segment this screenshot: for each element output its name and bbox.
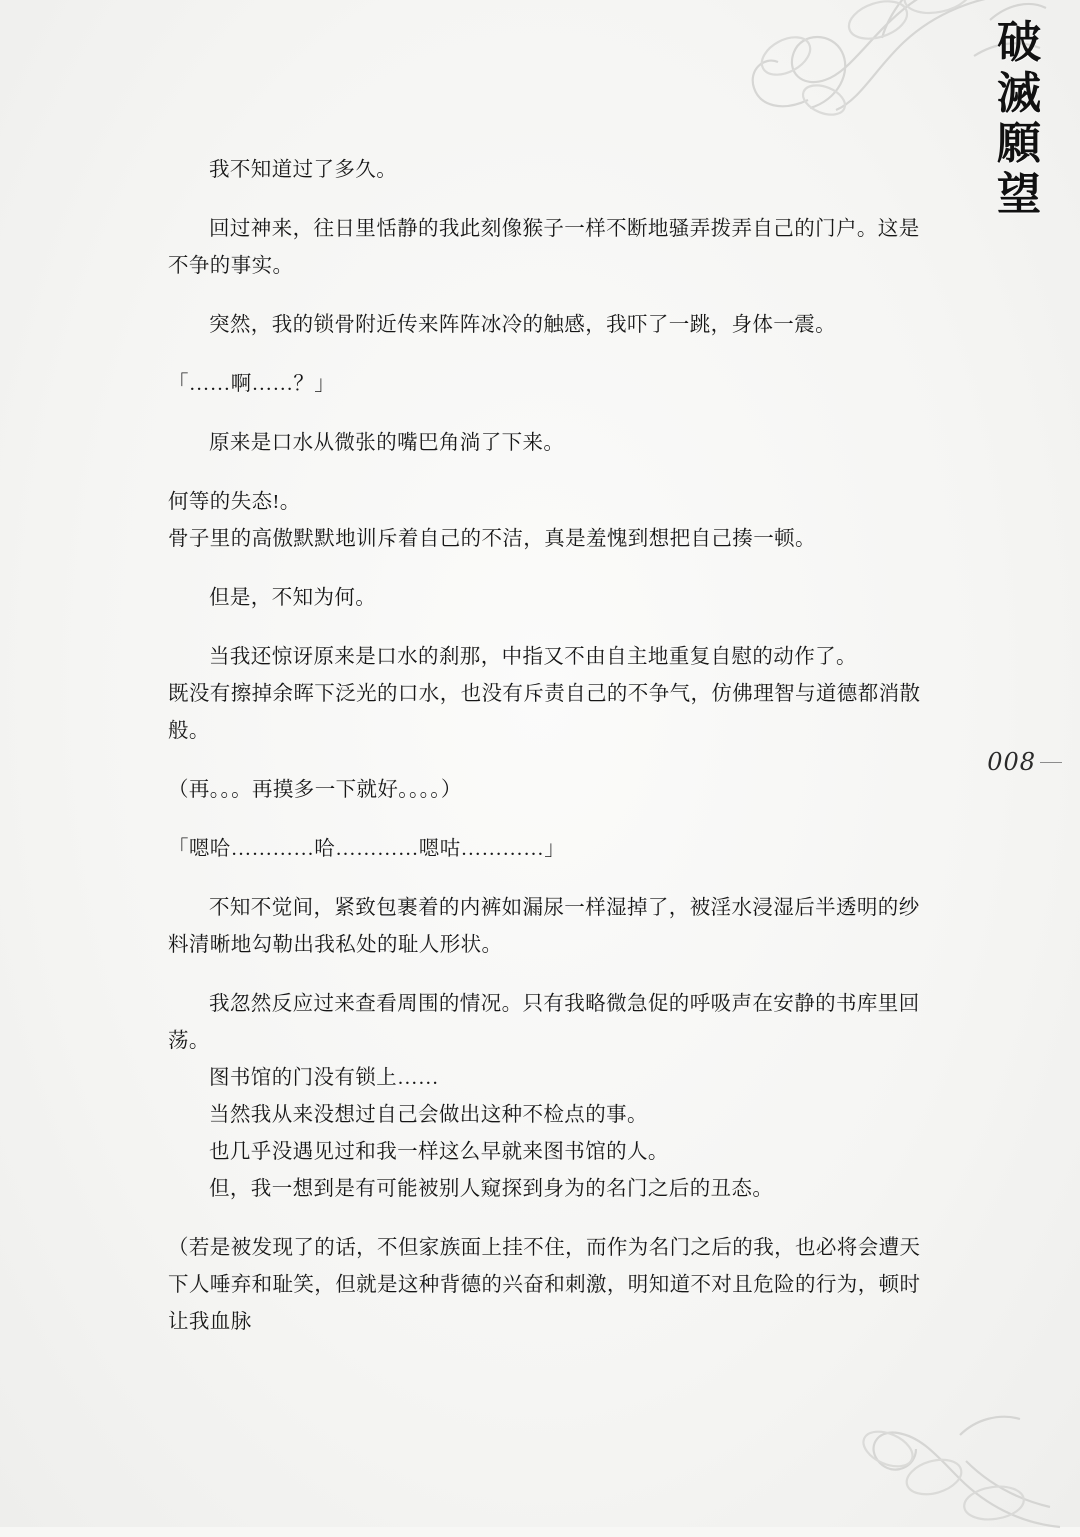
dialogue-line: 「……啊……？」 [168, 373, 336, 395]
dialogue-line: 「嗯哈…………哈…………嗯咕…………」 [168, 838, 566, 860]
page-number: 008 [987, 748, 1036, 776]
inner-thought-line: （再。。。再摸多一下就好。。。。） [168, 779, 462, 801]
book-vertical-title [976, 18, 1062, 220]
paragraph-line: 当然我从来没想过自己会做出这种不检点的事。 [209, 1104, 648, 1126]
page-number-rule [1040, 762, 1062, 763]
paragraph-line: 但，我一想到是有可能被别人窥探到身为的名门之后的丑态。 [209, 1178, 774, 1200]
paragraph-group [168, 639, 928, 750]
paragraph: 不知不觉间，紧致包裹着的内裤如漏尿一样湿掉了，被淫水浸湿后半透明的纱料清晰地勾勒出我私处的耻人形状。 [168, 897, 920, 956]
paragraph: 我不知道过了多久。 [209, 159, 398, 181]
title-char-1: 破 [997, 17, 1041, 68]
paragraph-line: 何等的失态!。 [168, 491, 301, 513]
paragraph-line: 骨子里的高傲默默地训斥着自己的不洁，真是羞愧到想把自己揍一顿。 [168, 528, 816, 550]
title-char-4: 望 [997, 168, 1041, 220]
paragraph: 原来是口水从微张的嘴巴角淌了下来。 [209, 432, 565, 454]
paragraph-line: 也几乎没遇见过和我一样这么早就来图书馆的人。 [209, 1141, 669, 1163]
title-char-3: 願 [997, 118, 1041, 170]
paragraph-group [168, 484, 928, 558]
paragraph-group [168, 986, 928, 1208]
paragraph-line: 既没有擦掉余晖下泛光的口水，也没有斥责自己的不争气，仿佛理智与道德都消散般。 [168, 683, 921, 742]
paragraph-line: 当我还惊讶原来是口水的刹那，中指又不由自主地重复自慰的动作了。 [209, 646, 857, 668]
page-text-body [168, 152, 928, 1363]
paragraph: 突然，我的锁骨附近传来阵阵冰冷的触感，我吓了一跳，身体一震。 [209, 314, 836, 336]
paragraph: 回过神来，往日里恬静的我此刻像猴子一样不断地骚弄拨弄自己的门户。这是不争的事实。 [168, 218, 920, 277]
paragraph: 但是，不知为何。 [209, 587, 377, 609]
title-char-2: 滅 [997, 67, 1041, 119]
paragraph-line: 我忽然反应过来查看周围的情况。只有我略微急促的呼吸声在安静的书库里回荡。 [168, 993, 920, 1052]
paragraph-line: 图书馆的门没有锁上…… [209, 1067, 439, 1089]
inner-thought-paragraph: （若是被发现了的话，不但家族面上挂不住，而作为名门之后的我，也必将会遭天下人唾弃和耻笑，但就是这种背德的兴奋和刺激，明知道不对且危险的行为，顿时让我血脉 [168, 1237, 921, 1333]
